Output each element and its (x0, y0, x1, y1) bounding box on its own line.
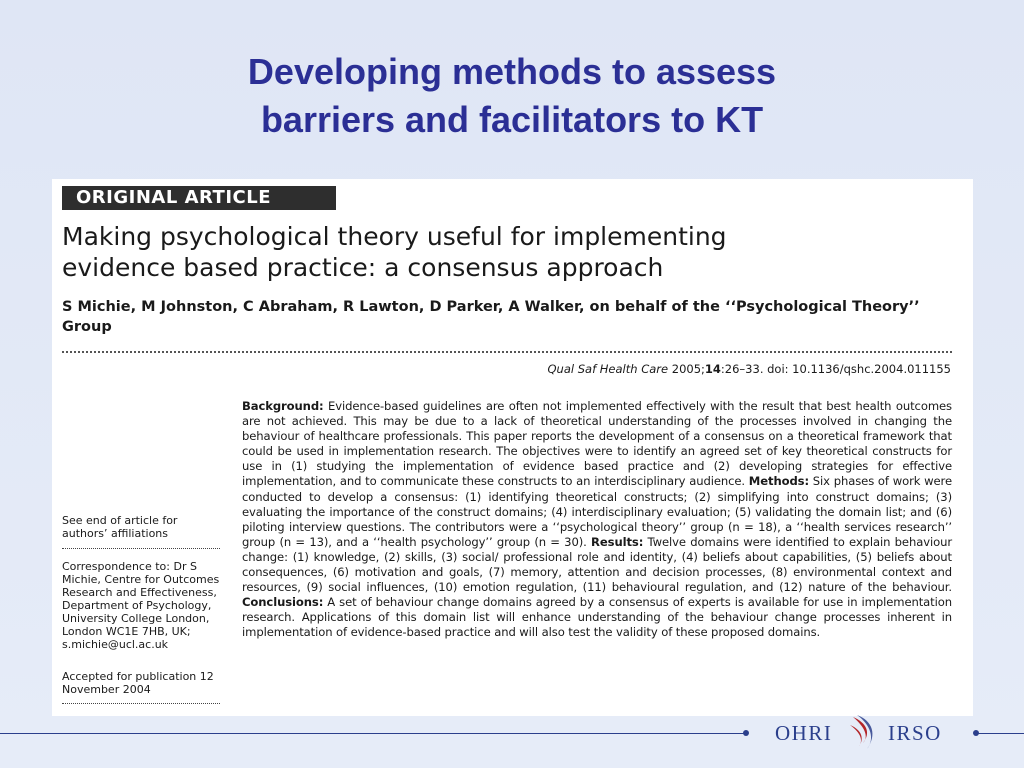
sidebar-accepted: Accepted for publication 12 November 2004 (62, 670, 214, 696)
article-title-line-2: evidence based practice: a consensus approach (62, 253, 664, 282)
citation-year: 2005; (671, 362, 705, 376)
footer-line-left (0, 733, 745, 734)
sidebar-divider (62, 703, 220, 704)
abstract-results-label: Results: (591, 534, 644, 549)
abstract-methods-label: Methods: (748, 474, 809, 489)
logo-ohri: OHRI (775, 721, 833, 745)
article-image (52, 179, 973, 716)
flame-logo-icon (845, 713, 881, 753)
section-label: ORIGINAL ARTICLE (62, 186, 336, 210)
slide-title-line-1: Developing methods to assess (247, 51, 777, 92)
article-authors: S Michie, M Johnston, C Abraham, R Lawton, D Parker, A Walker, on behalf of the ‘‘Psychological Theory’’ Group (62, 299, 920, 335)
abstract-background-text: Evidence-based guidelines are often not implemented effectively with the result that best health outcomes are not achieved. This may be due to a lack of theoretical understanding of the processes involved in changing the behaviour of healthcare professionals. This paper reports the development of a consensus on a theoretical framework that could be used in implementation research. The objectives were to identify an agreed set of key theoretical constructs for use in (1) studying the implementation of evidence based practice and (2) developing strategies for effective implementation, and to communicate these constructs to an interdisciplinary audience. (242, 399, 952, 489)
footer-line-right (976, 733, 1024, 734)
article-title (62, 221, 962, 283)
slide-title (0, 48, 1024, 144)
article-abstract (242, 399, 952, 641)
abstract-conclusions-text: A set of behaviour change domains agreed by a consensus of experts is available for use in implementation research. Applications of this domain list will enhance understanding of the behaviour change processes inherent in implementation of evidence-based practice and will also test the validity of these proposed domains. (242, 595, 952, 640)
abstract-conclusions-label: Conclusions: (242, 595, 324, 610)
article-title-line-1: Making psychological theory useful for implementing (62, 222, 727, 251)
abstract-results-text: Twelve domains were identified to explain behaviour change: (1) knowledge, (2) skills, (3) social/ professional role and identity, (4) beliefs about capabilities, (5) beliefs about consequences, (6) motivation and goals, (7) memory, attention and decision processes, (8) environmental context and resources, (9) social influences, (10) emotion regulation, (11) behavioural regulation, and (12) nature of the behaviour. (242, 534, 952, 595)
citation-pages-doi: :26–33. doi: 10.1136/qshc.2004.011155 (720, 362, 951, 376)
citation-journal: Qual Saf Health Care (547, 362, 669, 376)
footer-dot-left (743, 730, 749, 736)
article-citation (548, 362, 952, 376)
sidebar-correspondence: Correspondence to: Dr S Michie, Centre for Outcomes Research and Effectiveness, Department of Psychology, University College London, London WC1E 7HB, UK; s.michie@ucl.ac.uk (62, 560, 220, 651)
slide-title-line-2: barriers and facilitators to KT (260, 99, 764, 140)
sidebar-divider (62, 548, 220, 549)
divider (62, 351, 952, 353)
sidebar-see-end: See end of article for authors’ affiliations (62, 514, 178, 540)
abstract-background-label: Background: (242, 399, 324, 413)
footer-dot-right (973, 730, 979, 736)
abstract-methods-text: Six phases of work were conducted to develop a consensus: (1) identifying theoretical constructs; (2) simplifying into construct domains; (3) evaluating the importance of the construct domains; (4) interdisciplinary evaluation; (5) validating the domain list; and (6) piloting interview questions. The contributors were a ‘‘psychological theory’’ group (n = 18), a ‘‘health services research’’ group (n = 13), and a ‘‘health psychology’’ group (n = 30). (242, 474, 952, 549)
logo-irso: IRSO (888, 721, 942, 745)
citation-volume: 14 (704, 362, 721, 376)
